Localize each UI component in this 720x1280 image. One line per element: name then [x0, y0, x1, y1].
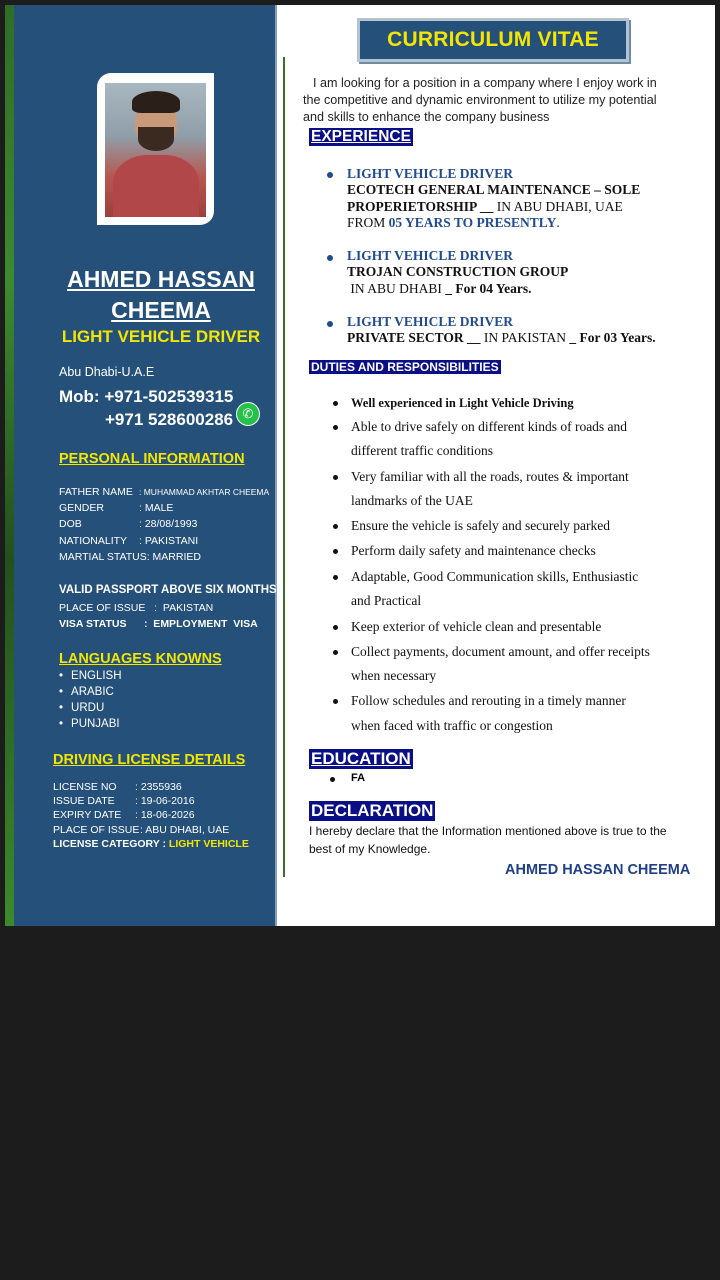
duties-heading: DUTIES AND RESPONSIBILITIES — [311, 360, 499, 374]
license-row: ISSUE DATE : 19-06-2016 — [53, 795, 195, 808]
job-entry: LIGHT VEHICLE DRIVER PRIVATE SECTOR __ IN PAKISTAN _ For 03 Years. — [347, 314, 677, 347]
content-divider — [283, 57, 285, 877]
duty-item: Perform daily safety and maintenance checks — [351, 543, 596, 558]
bullet — [327, 321, 333, 327]
license-list — [53, 781, 249, 852]
bullet — [333, 625, 338, 630]
bullet — [333, 575, 338, 580]
bullet — [333, 401, 338, 406]
license-heading: DRIVING LICENSE DETAILS — [53, 752, 246, 768]
job-entry: LIGHT VEHICLE DRIVER ECOTECH GENERAL MAINTENANCE – SOLE PROPERIETORSHIP __ IN ABU DHABI, UAE FROM 05 YEARS TO PRESENTLY. — [347, 166, 677, 232]
declaration-heading: DECLARATION — [311, 801, 434, 820]
whatsapp-icon: ✆ — [236, 402, 260, 426]
job-title: LIGHT VEHICLE DRIVER — [347, 314, 514, 329]
duty-item: Well experienced in Light Vehicle Driving — [351, 396, 574, 410]
language-item: • URDU — [59, 702, 122, 718]
location: Abu Dhabi-U.A.E — [59, 365, 155, 379]
signature-name: AHMED HASSAN CHEEMA — [505, 862, 691, 878]
language-item: • ARABIC — [59, 686, 122, 702]
visa-status: VISA STATUS : EMPLOYMENT VISA — [59, 618, 258, 630]
duty-item: when faced with traffic or congestion — [351, 718, 553, 733]
passport-validity: VALID PASSPORT ABOVE SIX MONTHS — [59, 584, 277, 596]
mobile-number-1: Mob: +971-502539315 — [59, 387, 234, 406]
name-line-2: CHEEMA — [111, 297, 211, 323]
duty-item: Keep exterior of vehicle clean and presentable — [351, 619, 602, 634]
candidate-role: LIGHT VEHICLE DRIVER — [61, 327, 261, 346]
duty-item: and Practical — [351, 593, 422, 608]
license-row: PLACE OF ISSUE: ABU DHABI, UAE — [53, 823, 230, 836]
duty-item: Able to drive safely on different kinds of roads and — [351, 419, 628, 434]
duty-item: when necessary — [351, 668, 437, 683]
cv-title: CURRICULUM VITAE — [357, 18, 629, 62]
passport-place-of-issue: PLACE OF ISSUE : PAKISTAN — [59, 602, 214, 614]
decorative-stripe — [5, 5, 14, 926]
declaration-text: I hereby declare that the Information mentioned above is true to the best of my Knowledge. — [309, 824, 667, 856]
duty-item: Adaptable, Good Communication skills, Enthusiastic — [351, 569, 639, 584]
mobile-number-2: +971 528600286 — [105, 410, 234, 429]
duty-item: Follow schedules and rerouting in a timely manner — [351, 693, 626, 708]
profile-photo — [105, 83, 206, 217]
name-line-1: AHMED HASSAN — [67, 266, 255, 292]
info-row: MARTIAL STATUS: MARRIED — [59, 550, 201, 563]
objective: I am looking for a position in a company where I enjoy work in the competitive and dynamic environment to utilize my potential and skills to enhance the company business — [303, 76, 657, 124]
language-item: • PUNJABI — [59, 718, 122, 734]
duty-item: Very familiar with all the roads, routes & important — [351, 469, 629, 484]
languages-heading: LANGUAGES KNOWNS — [59, 651, 222, 667]
duty-item: different traffic conditions — [351, 443, 493, 458]
license-row: LICENSE CATEGORY : LIGHT VEHICLE — [53, 837, 249, 850]
bullet — [333, 475, 338, 480]
education-item: FA — [351, 772, 366, 784]
duty-item: Collect payments, document amount, and offer receipts — [351, 644, 650, 659]
bullet — [327, 255, 333, 261]
bullet — [333, 699, 338, 704]
experience-heading: EXPERIENCE — [311, 128, 411, 145]
language-item: • ENGLISH — [59, 670, 122, 686]
bullet — [333, 549, 338, 554]
info-row: FATHER NAME : MUHAMMAD AKHTAR CHEEMA — [59, 486, 270, 498]
duty-item: landmarks of the UAE — [351, 493, 473, 508]
languages-list — [59, 670, 122, 734]
personal-info-heading: PERSONAL INFORMATION — [59, 451, 245, 467]
education-heading: EDUCATION — [311, 749, 411, 768]
bullet — [327, 172, 333, 178]
bullet — [333, 650, 338, 655]
job-title: LIGHT VEHICLE DRIVER — [347, 248, 514, 263]
info-row: NATIONALITY : PAKISTANI — [59, 534, 199, 547]
license-row: LICENSE NO : 2355936 — [53, 781, 182, 793]
license-row: EXPIRY DATE : 18-06-2026 — [53, 809, 195, 822]
bullet — [330, 777, 335, 782]
bullet — [333, 524, 338, 529]
duty-item: Ensure the vehicle is safely and securely parked — [351, 518, 611, 533]
bullet — [333, 425, 338, 430]
personal-info-list — [59, 486, 269, 567]
job-title: LIGHT VEHICLE DRIVER — [347, 166, 514, 181]
sidebar — [5, 5, 277, 926]
info-row: DOB : 28/08/1993 — [59, 518, 198, 531]
info-row: GENDER : MALE — [59, 502, 174, 515]
job-entry: LIGHT VEHICLE DRIVER TROJAN CONSTRUCTION GROUP IN ABU DHABI _ For 04 Years. — [347, 248, 677, 297]
cv-document — [5, 5, 715, 926]
candidate-name — [25, 264, 277, 326]
